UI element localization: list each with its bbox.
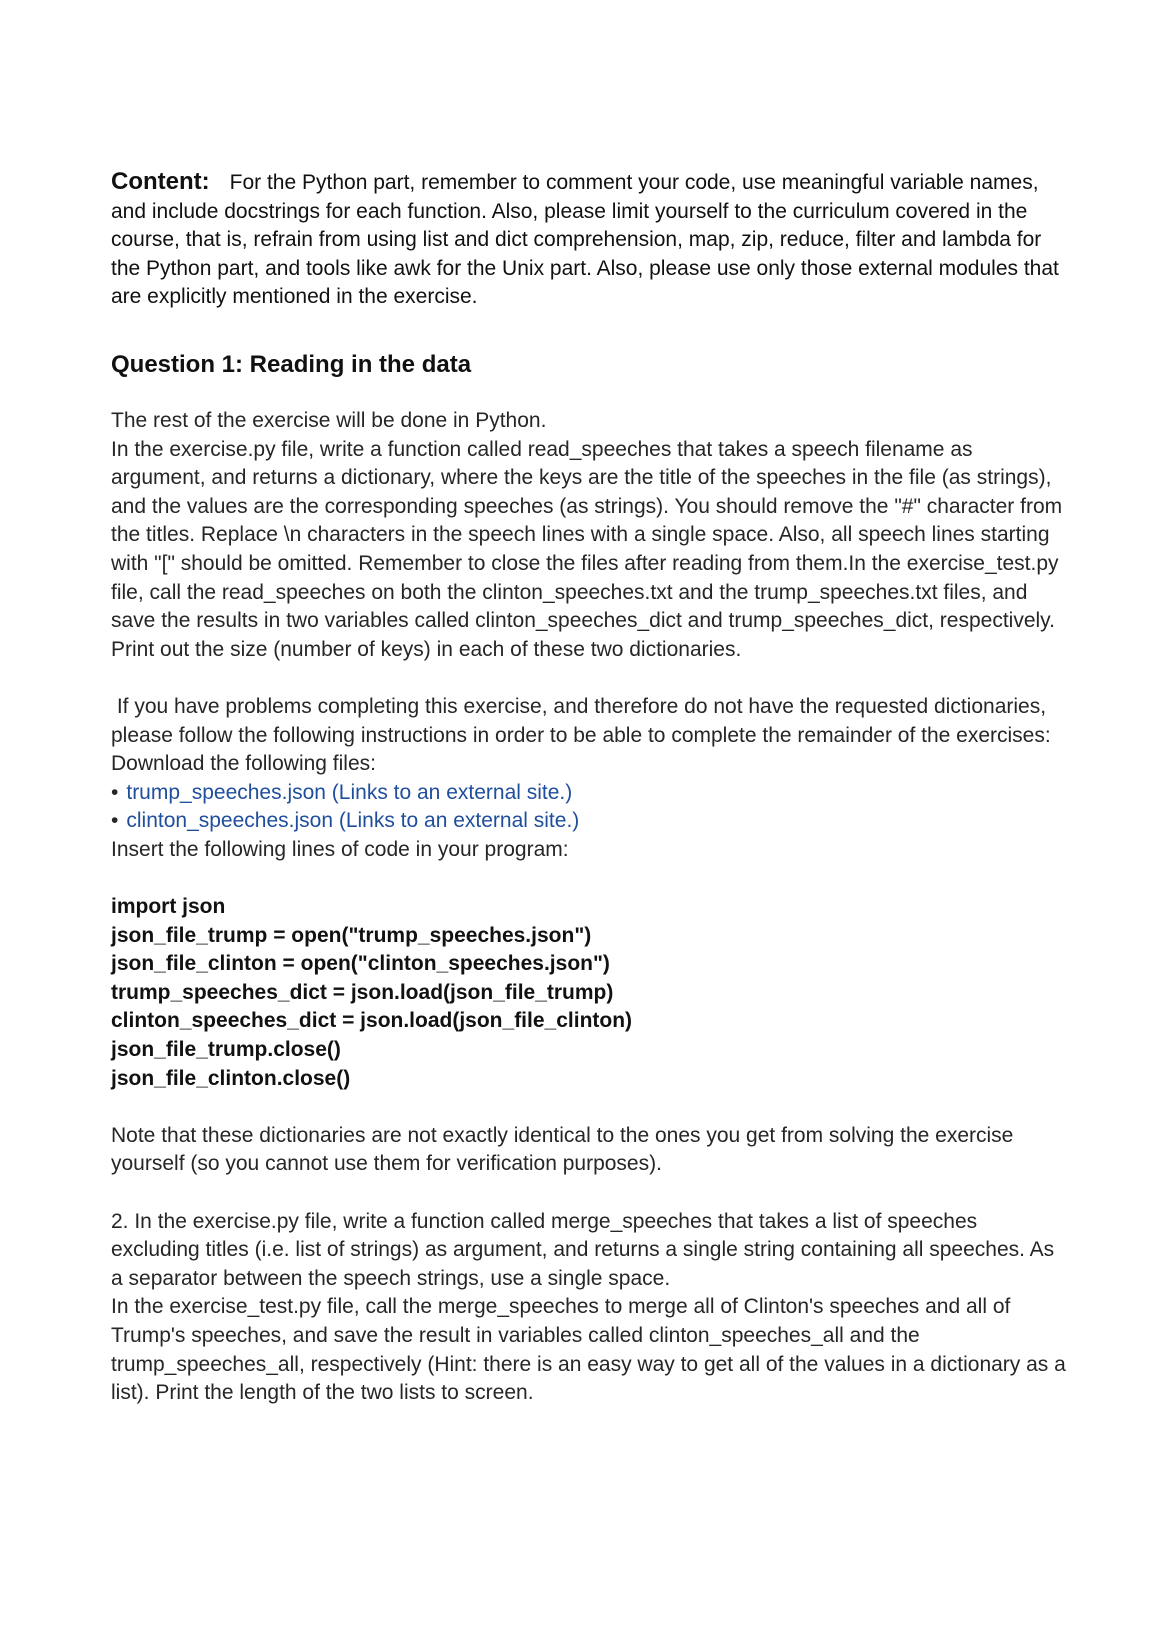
blank-line [111, 664, 1071, 693]
list-item [111, 807, 1071, 836]
code-line: json_file_trump.close() [111, 1038, 341, 1062]
blank-line [111, 1093, 1071, 1122]
task-paragraph: In the exercise.py file, write a function called read_speeches that takes a speech filename as argument, and returns a dictionary, where the keys are the title of the speeches in the file (as strings), and the values are the corresponding speeches (as strings). You should remove the "#" character from the titles. Replace \n characters in the speech lines with a single space. Also, all speech lines starting with "[" should be omitted. Remember to close the files after reading from them.In the exercise_test.py file, call the read_speeches on both the clinton_speeches.txt and the trump_speeches.txt files, and save the results in two variables called clinton_speeches_dict and trump_speeches_dict, respectively. Print out the size (number of keys) in each of these two dictionaries. [111, 437, 1063, 661]
insert-code-line: Insert the following lines of code in your program: [111, 837, 569, 861]
code-line: import json [111, 895, 226, 919]
note-paragraph: Note that these dictionaries are not exactly identical to the ones you get from solving the exercise yourself (so you cannot use them for verification purposes). [111, 1123, 1014, 1176]
content-paragraph [111, 168, 1071, 312]
list-item [111, 779, 1071, 808]
content-label: Content: [111, 168, 210, 195]
task-2-paragraph: 2. In the exercise.py file, write a function called merge_speeches that takes a list of speeches excluding titles (i.e. list of strings) as argument, and returns a single string containing all speeches. As a separator between the speech strings, use a single space. [111, 1209, 1055, 1290]
download-line: Download the following files: [111, 752, 376, 776]
task-2-instructions: In the exercise_test.py file, call the merge_speeches to merge all of Clinton's speeches and all of Trump's speeches, and save the result in variables called clinton_speeches_all and the trump_speeches_all, respectively (Hint: there is an easy way to get all of the values in a dictionary as a list). Print the length of the two lists to screen. [111, 1295, 1066, 1405]
code-line: json_file_clinton.close() [111, 1066, 351, 1090]
code-line: json_file_trump = open("trump_speeches.json") [111, 923, 592, 947]
trump-speeches-json-link[interactable]: trump_speeches.json (Links to an external site.) [126, 780, 573, 804]
bullet-icon: • [111, 809, 119, 833]
intro-line: The rest of the exercise will be done in Python. [111, 408, 547, 432]
download-links-list [111, 779, 1071, 836]
document-body [111, 168, 1071, 1408]
code-line: trump_speeches_dict = json.load(json_file_trump) [111, 980, 614, 1004]
bullet-icon: • [111, 780, 119, 804]
code-line: json_file_clinton = open("clinton_speeches.json") [111, 952, 610, 976]
clinton-speeches-json-link[interactable]: clinton_speeches.json (Links to an external site.) [126, 809, 580, 833]
content-text: For the Python part, remember to comment your code, use meaningful variable names, and include docstrings for each function. Also, please limit yourself to the curriculum covered in the course, that is, refrain from using list and dict comprehension, map, zip, reduce, filter and lambda for the Python part, and tools like awk for the Unix part. Also, please use only those external modules that are explicitly mentioned in the exercise. [111, 171, 1059, 309]
code-line: clinton_speeches_dict = json.load(json_file_clinton) [111, 1009, 633, 1033]
blank-line [111, 864, 1071, 893]
blank-line [111, 1179, 1071, 1208]
question-1-heading: Question 1: Reading in the data [111, 350, 472, 378]
code-block [111, 893, 1071, 1093]
fallback-paragraph: If you have problems completing this exercise, and therefore do not have the requested dictionaries, please follow the following instructions in order to be able to complete the remainder of the exercises: [111, 694, 1052, 747]
